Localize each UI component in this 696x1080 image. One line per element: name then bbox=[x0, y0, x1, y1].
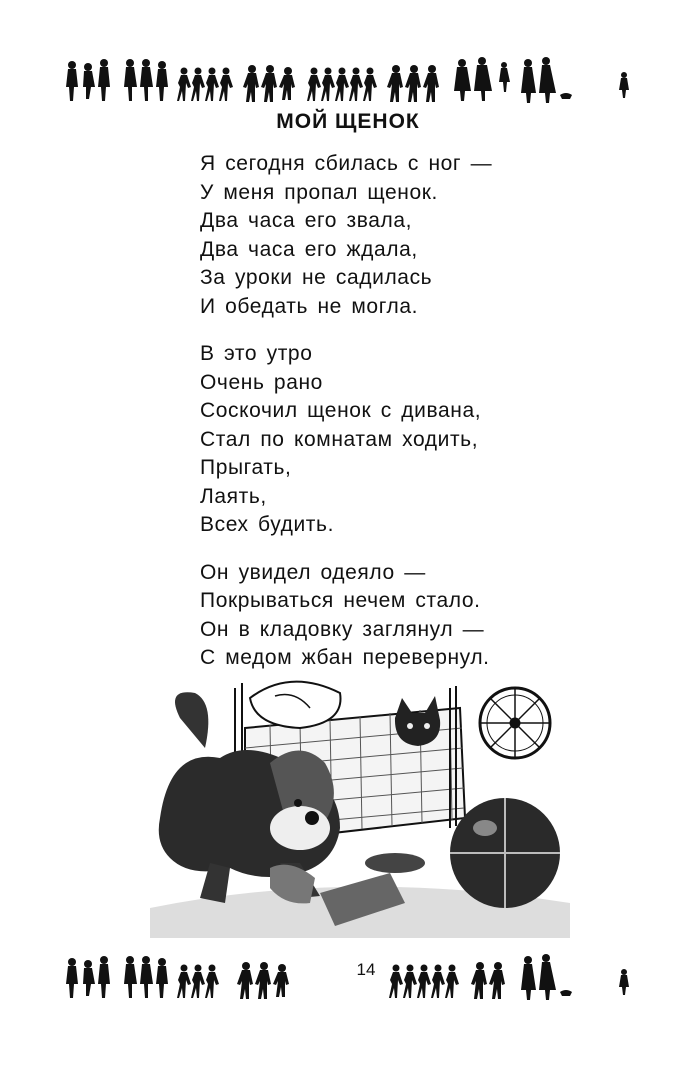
slipper-drawing bbox=[365, 853, 425, 873]
poem-line: Я сегодня сбилась с ног — bbox=[200, 152, 493, 175]
cat-drawing bbox=[395, 696, 440, 746]
poem-line: Он в кладовку заглянул — bbox=[200, 617, 485, 641]
poem-line: Два часа его ждала, bbox=[200, 237, 418, 261]
poem-line: У меня пропал щенок. bbox=[200, 180, 438, 204]
stanza bbox=[200, 150, 620, 321]
stanza bbox=[200, 340, 620, 540]
poem-title: МОЙ ЩЕНОК bbox=[276, 110, 420, 133]
illustration-drawing bbox=[150, 668, 570, 938]
poem-line: Стал по комнатам ходить, bbox=[200, 427, 479, 451]
wheel-toy-drawing bbox=[480, 688, 550, 758]
ball-drawing bbox=[450, 798, 560, 908]
puppy-illustration bbox=[150, 668, 570, 938]
poem-line: Всех будить. bbox=[200, 513, 335, 536]
poem-line: За уроки не садилась bbox=[200, 266, 433, 289]
poem-line: С медом жбан перевернул. bbox=[200, 646, 490, 669]
poem-line: Он увидел одеяло — bbox=[200, 560, 426, 584]
page-number: 14 bbox=[356, 960, 376, 979]
poem-line: И обедать не могла. bbox=[200, 294, 419, 318]
top-decorative-border bbox=[60, 55, 640, 105]
poem-line: Прыгать, bbox=[200, 456, 292, 479]
poem-line: Два часа его звала, bbox=[200, 209, 413, 232]
stanza bbox=[200, 559, 620, 673]
poem-line: Соскочил щенок с дивана, bbox=[200, 399, 482, 422]
poem-line: Очень рано bbox=[200, 370, 323, 394]
pillow-drawing bbox=[250, 682, 341, 728]
poem-body bbox=[200, 150, 620, 692]
poem-line: Лаять, bbox=[200, 484, 267, 508]
poem-line: В это утро bbox=[200, 342, 313, 365]
walking-figures-ornament bbox=[60, 55, 640, 105]
poem-line: Покрываться нечем стало. bbox=[200, 589, 481, 612]
